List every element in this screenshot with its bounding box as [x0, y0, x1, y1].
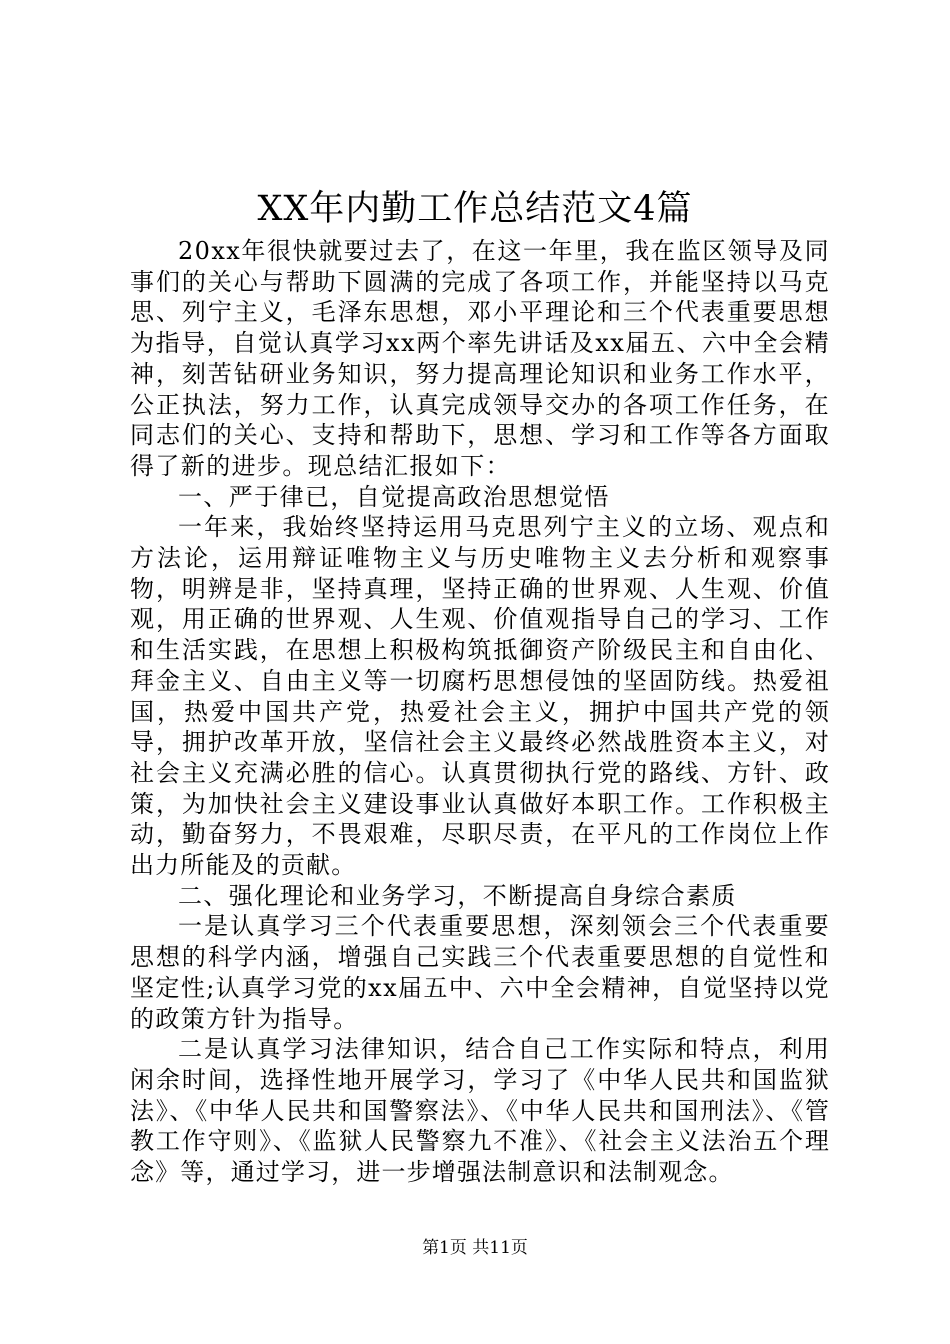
document-title: XX年内勤工作总结范文4篇	[257, 189, 693, 229]
paragraph-study-1: 一是认真学习三个代表重要思想，深刻领会三个代表重要思想的科学内涵，增强自己实践三个代表重要思想的自觉性和坚定性;认真学习党的xx届五中、六中全会精神，自觉坚持以党的政策方针为指导。	[130, 912, 830, 1033]
section-heading-1: 一、严于律已，自觉提高政治思想觉悟	[178, 482, 610, 511]
paragraph-intro: 20xx年很快就要过去了，在这一年里，我在监区领导及同事们的关心与帮助下圆满的完成了各项工作，并能坚持以马克思、列宁主义，毛泽东思想，邓小平理论和三个代表重要思想为指导，自觉认真学习xx两个率先讲话及xx届五、六中全会精神，刻苦钻研业务知识，努力提高理论知识和业务工作水平，公正执法，努力工作，认真完成领导交办的各项工作任务，在同志们的关心、支持和帮助下，思想、学习和工作等各方面取得了新的进步。现总结汇报如下：	[130, 237, 830, 480]
page-number-footer: 第1页 共11页	[422, 1238, 528, 1258]
document-body	[130, 236, 830, 1188]
paragraph-study-2: 二是认真学习法律知识，结合自己工作实际和特点，利用闲余时间，选择性地开展学习，学习了《中华人民共和国监狱法》、《中华人民共和国警察法》、《中华人民共和国刑法》、《管教工作守则》、《监狱人民警察九不准》、《社会主义法治五个理念》等，通过学习，进一步增强法制意识和法制观念。	[130, 1035, 830, 1187]
section-heading-2: 二、强化理论和业务学习，不断提高自身综合素质	[178, 881, 737, 910]
paragraph-section-1: 一年来，我始终坚持运用马克思列宁主义的立场、观点和方法论，运用辩证唯物主义与历史唯物主义去分析和观察事物，明辨是非，坚持真理，坚持正确的世界观、人生观、价值观，用正确的世界观、人生观、价值观指导自己的学习、工作和生活实践，在思想上积极构筑抵御资产阶级民主和自由化、拜金主义、自由主义等一切腐朽思想侵蚀的坚固防线。热爱祖国，热爱中国共产党，热爱社会主义，拥护中国共产党的领导，拥护改革开放，坚信社会主义最终必然战胜资本主义，对社会主义充满必胜的信心。认真贯彻执行党的路线、方针、政策，为加快社会主义建设事业认真做好本职工作。工作积极主动，勤奋努力，不畏艰难，尽职尽责，在平凡的工作岗位上作出力所能及的贡献。	[130, 513, 830, 880]
